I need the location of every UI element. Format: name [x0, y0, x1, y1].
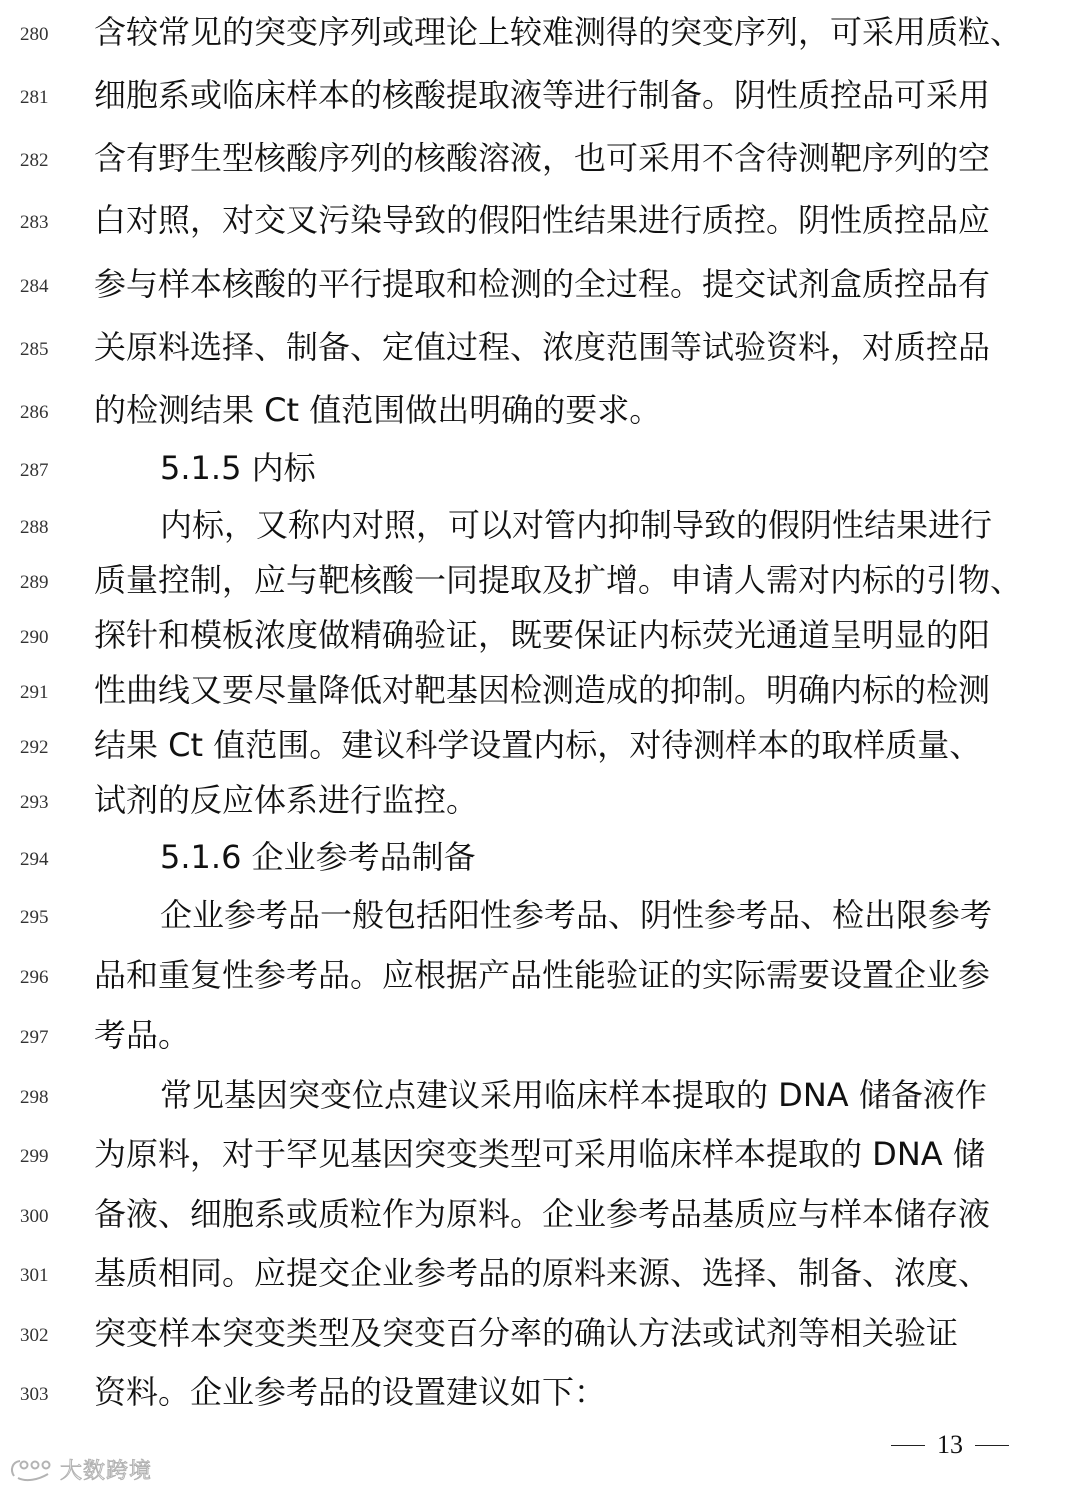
line-number: 283: [20, 212, 49, 233]
text-line: [0, 895, 1080, 935]
text-line: [0, 138, 1080, 178]
section-heading: 5.1.6 企业参考品制备: [160, 838, 476, 876]
line-number: 290: [20, 627, 49, 648]
paragraph-text: 参与样本核酸的平行提取和检测的全过程。提交试剂盒质控品有: [94, 265, 991, 303]
line-number: 287: [20, 460, 49, 481]
paragraph-text: 内标，又称内对照，可以对管内抑制导致的假阴性结果进行: [160, 506, 993, 544]
text-line: [0, 75, 1080, 115]
watermark: [8, 1452, 152, 1486]
paragraph-text: 为原料，对于罕见基因突变类型可采用临床样本提取的 DNA 储: [94, 1135, 985, 1173]
text-line: [0, 1075, 1080, 1115]
paragraph-text: 细胞系或临床样本的核酸提取液等进行制备。阴性质控品可采用: [94, 76, 991, 114]
paragraph-text: 含较常见的突变序列或理论上较难测得的突变序列，可采用质粒、: [94, 13, 1023, 51]
paragraph-text: 考品。: [94, 1016, 191, 1054]
text-line: [0, 780, 1080, 820]
paragraph-text: 含有野生型核酸序列的核酸溶液，也可采用不含待测靶序列的空: [94, 139, 991, 177]
line-number: 281: [20, 87, 49, 108]
section-heading: 5.1.5 内标: [160, 449, 316, 487]
paragraph-text: 试剂的反应体系进行监控。: [94, 781, 479, 819]
line-number: 291: [20, 682, 49, 703]
line-number: 292: [20, 737, 49, 758]
text-line: [0, 560, 1080, 600]
text-line: [0, 12, 1080, 52]
text-line: [0, 390, 1080, 430]
text-line: [0, 615, 1080, 655]
page-number: 13: [937, 1430, 963, 1459]
paragraph-text: 质量控制，应与靶核酸一同提取及扩增。申请人需对内标的引物、: [94, 561, 1023, 599]
watermark-logo-icon: [8, 1456, 54, 1482]
line-number: 295: [20, 907, 49, 928]
paragraph-text: 性曲线又要尽量降低对靶基因检测造成的抑制。明确内标的检测: [94, 671, 991, 709]
line-number: 285: [20, 339, 49, 360]
paragraph-text: 突变样本突变类型及突变百分率的确认方法或试剂等相关验证: [94, 1314, 959, 1352]
text-line: [0, 955, 1080, 995]
paragraph-text: 常见基因突变位点建议采用临床样本提取的 DNA 储备液作: [160, 1076, 987, 1114]
line-number: 303: [20, 1384, 49, 1405]
text-line: [0, 200, 1080, 240]
text-line: [0, 1253, 1080, 1293]
paragraph-text: 品和重复性参考品。应根据产品性能验证的实际需要设置企业参: [94, 956, 991, 994]
text-line: [0, 327, 1080, 367]
text-line: [0, 725, 1080, 765]
line-number: 296: [20, 967, 49, 988]
line-number: 284: [20, 276, 49, 297]
text-line: [0, 264, 1080, 304]
text-line: [0, 1372, 1080, 1412]
line-number: 300: [20, 1206, 49, 1227]
line-number: 299: [20, 1146, 49, 1167]
line-number: 280: [20, 24, 49, 45]
line-number: 302: [20, 1325, 49, 1346]
paragraph-text: 关原料选择、制备、定值过程、浓度范围等试验资料，对质控品: [94, 328, 991, 366]
text-line: [0, 1015, 1080, 1055]
text-line: [0, 837, 1080, 877]
page-footer: [880, 1428, 1020, 1462]
paragraph-text: 企业参考品一般包括阳性参考品、阴性参考品、检出限参考: [160, 896, 993, 934]
text-line: [0, 1313, 1080, 1353]
line-number: 282: [20, 150, 49, 171]
text-line: [0, 1194, 1080, 1234]
paragraph-text: 基质相同。应提交企业参考品的原料来源、选择、制备、浓度、: [94, 1254, 991, 1292]
paragraph-text: 的检测结果 Ct 值范围做出明确的要求。: [94, 391, 662, 429]
line-number: 294: [20, 849, 49, 870]
text-line: [0, 670, 1080, 710]
text-line: [0, 448, 1080, 488]
watermark-text: 大数跨境: [60, 1458, 153, 1484]
footer-dash-left: [891, 1445, 925, 1446]
line-number: 298: [20, 1087, 49, 1108]
line-number: 288: [20, 517, 49, 538]
line-number: 297: [20, 1027, 49, 1048]
paragraph-text: 资料。企业参考品的设置建议如下：: [94, 1373, 607, 1411]
paragraph-text: 备液、细胞系或质粒作为原料。企业参考品基质应与样本储存液: [94, 1195, 991, 1233]
footer-dash-right: [975, 1445, 1009, 1446]
line-number: 293: [20, 792, 49, 813]
text-line: [0, 1134, 1080, 1174]
paragraph-text: 结果 Ct 值范围。建议科学设置内标，对待测样本的取样质量、: [94, 726, 982, 764]
line-number: 289: [20, 572, 49, 593]
line-number: 301: [20, 1265, 49, 1286]
text-line: [0, 505, 1080, 545]
paragraph-text: 白对照，对交叉污染导致的假阳性结果进行质控。阴性质控品应: [94, 201, 991, 239]
paragraph-text: 探针和模板浓度做精确验证，既要保证内标荧光通道呈明显的阳: [94, 616, 991, 654]
line-number: 286: [20, 402, 49, 423]
